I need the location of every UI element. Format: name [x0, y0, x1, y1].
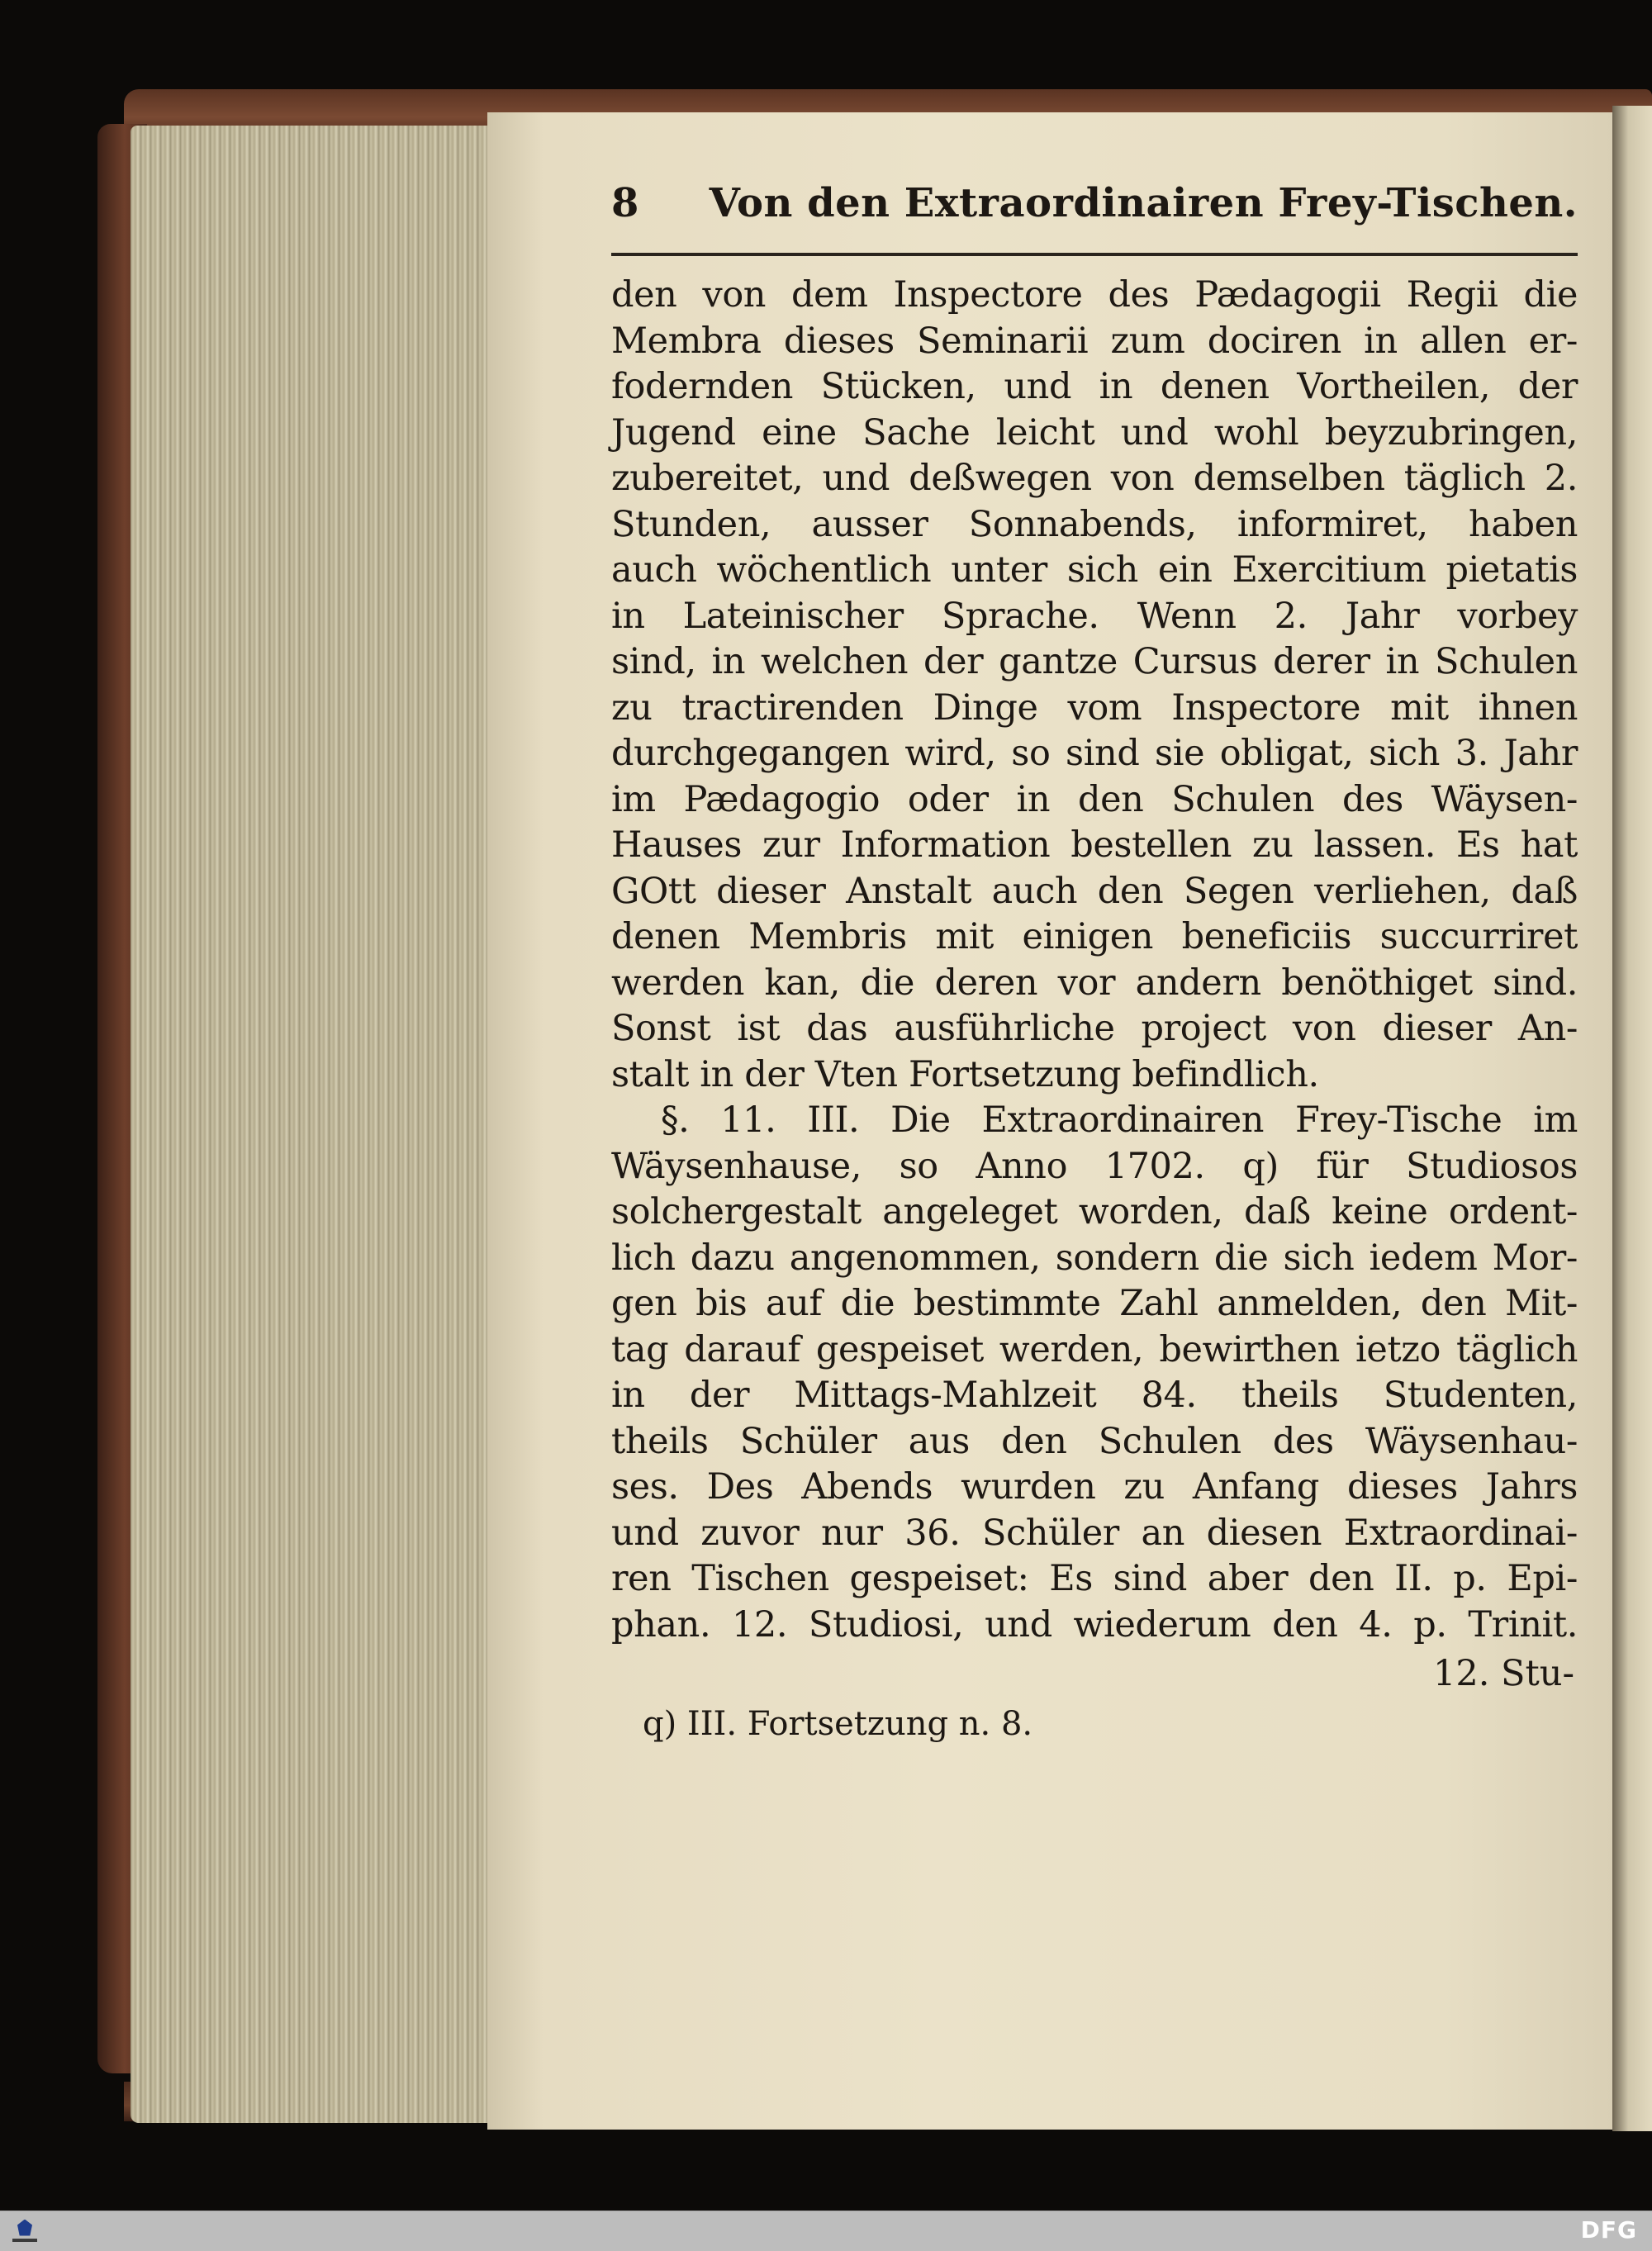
- text-line: zubereitet, und deßwegen von demselben täglich 2.: [611, 458, 1578, 499]
- catchword: 12. Stu-: [1432, 1653, 1574, 1694]
- text-line: zu tractirenden Dinge vom Inspectore mit ihnen: [611, 686, 1578, 729]
- section-heading-line: §. 11. III. Die Extraordinairen Frey-Tische im: [661, 1099, 1578, 1141]
- text-line: Stunden, ausser Sonnabends, informiret, haben: [611, 503, 1578, 545]
- text-line: ses. Des Abends wurden zu Anfang dieses Jahrs: [611, 1466, 1578, 1508]
- text-line: im Pædagogio oder in den Schulen des Wäysen-: [611, 778, 1578, 820]
- text-line: gen bis auf die bestimmte Zahl anmelden, den Mit-: [611, 1283, 1578, 1324]
- text-line: sind, in welchen der gantze Cursus derer in Schulen: [611, 641, 1578, 682]
- running-header: [611, 180, 1578, 249]
- text-line: lich dazu angenommen, sondern die sich iedem Mor-: [611, 1237, 1578, 1279]
- dfg-logo[interactable]: DFG: [1580, 2216, 1637, 2244]
- crest-icon: [17, 2220, 32, 2236]
- viewer-footer-bar: [0, 2211, 1652, 2251]
- text-line: theils Schüler aus den Schulen des Wäysenhau-: [611, 1420, 1578, 1462]
- text-line: Sonst ist das ausführliche project von dieser An-: [611, 1008, 1578, 1049]
- text-line: durchgegangen wird, so sind sie obligat, sich 3. Jahr: [611, 733, 1578, 774]
- text-line: solchergestalt angeleget worden, daß keine ordent-: [611, 1191, 1578, 1232]
- page-number: 8: [611, 180, 639, 226]
- text-line: werden kan, die deren vor andern benöthiget sind.: [611, 962, 1578, 1004]
- running-title: Von den Extraordinairen Frey-Tischen.: [709, 180, 1578, 226]
- next-page-edge: [1612, 106, 1652, 2131]
- text-line: phan. 12. Studiosi, und wiederum den 4. p. Trinit.: [611, 1603, 1578, 1646]
- text-line: stalt in der Vten Fortsetzung befindlich.: [611, 1053, 1319, 1095]
- text-line: fodernden Stücken, und in denen Vortheilen, der: [611, 366, 1578, 407]
- text-line: den von dem Inspectore des Pædagogii Regii die: [611, 274, 1578, 316]
- text-line: Hauses zur Information bestellen zu lassen. Es hat: [611, 824, 1578, 866]
- text-line: und zuvor nur 36. Schüler an diesen Extraordinai-: [611, 1512, 1578, 1554]
- text-line: Jugend eine Sache leicht und wohl beyzubringen,: [611, 411, 1578, 454]
- logo-wordmark-shape: [12, 2239, 37, 2242]
- text-line: Membra dieses Seminarii zum dociren in allen er-: [611, 320, 1578, 362]
- text-line: in Lateinischer Sprache. Wenn 2. Jahr vorbey: [611, 595, 1578, 637]
- page-edges: [131, 126, 504, 2123]
- text-line: Wäysenhause, so Anno 1702. q) für Studiosos: [611, 1145, 1578, 1187]
- text-line: auch wöchentlich unter sich ein Exercitium pietatis: [611, 549, 1578, 591]
- text-line: in der Mittags-Mahlzeit 84. theils Studenten,: [611, 1375, 1578, 1416]
- text-line: ren Tischen gespeiset: Es sind aber den II. p. Epi-: [611, 1558, 1578, 1599]
- text-line: GOtt dieser Anstalt auch den Segen verliehen, daß: [611, 870, 1578, 912]
- page-text: [611, 180, 1578, 1749]
- footnote: q) III. Fortsetzung n. 8.: [643, 1705, 1033, 1743]
- library-logo[interactable]: [8, 2214, 41, 2247]
- text-line: denen Membris mit einigen beneficiis succurriret: [611, 916, 1578, 957]
- text-line: tag darauf gespeiset werden, bewirthen ietzo täglich: [611, 1328, 1578, 1370]
- header-rule: [611, 253, 1578, 256]
- text-body: [611, 273, 1578, 1648]
